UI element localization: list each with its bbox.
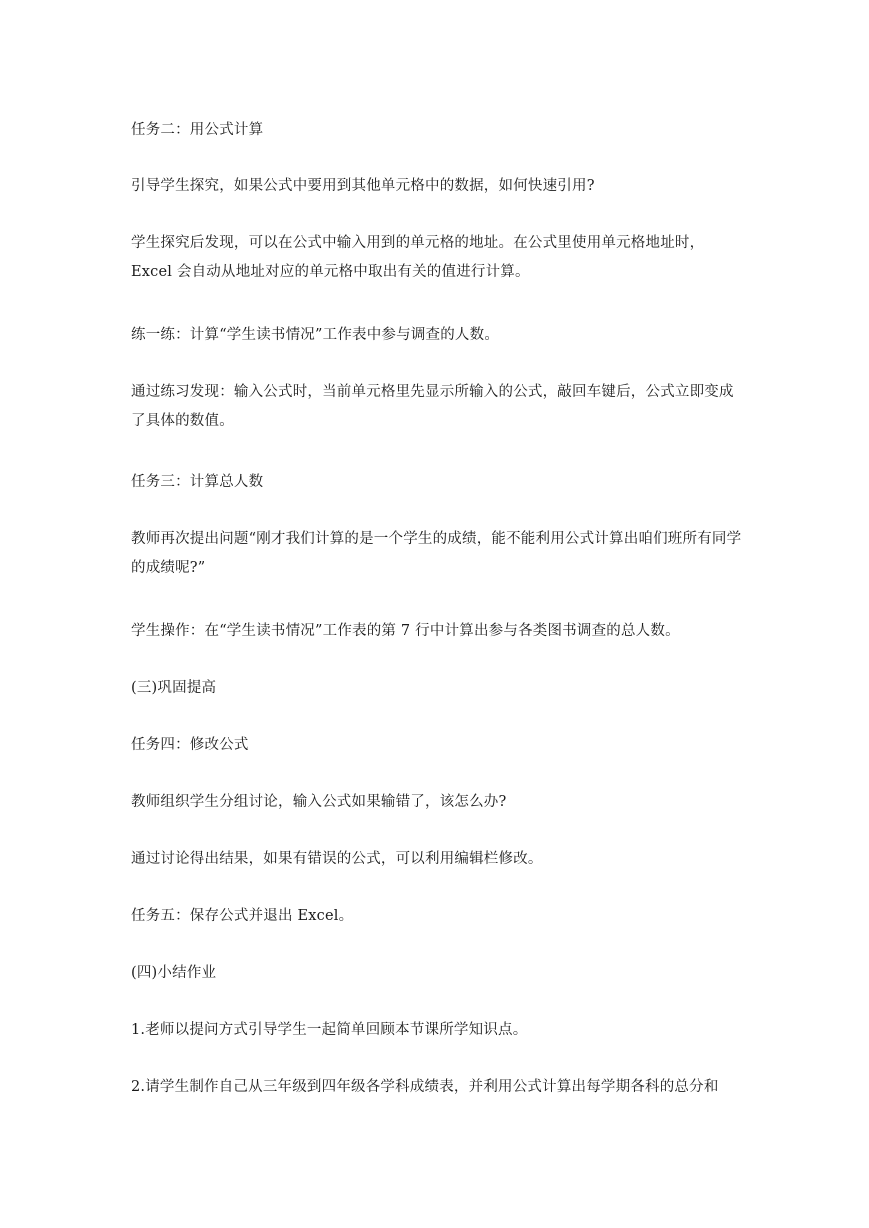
heading-task-5: 任务五：保存公式并退出 Excel。: [131, 908, 354, 924]
paragraph-group-discussion: 教师组织学生分组讨论，输入公式如果输错了，该怎么办?: [131, 794, 507, 810]
paragraph-guide-question: 引导学生探究，如果公式中要用到其他单元格中的数据，如何快速引用?: [131, 178, 595, 194]
paragraph-student-operation: 学生操作：在“学生读书情况”工作表的第 7 行中计算出参与各类图书调查的总人数。: [131, 623, 680, 639]
list-item-1: 1.老师以提问方式引导学生一起简单回顾本节课所学知识点。: [131, 1022, 528, 1038]
paragraph-practice: 练一练：计算“学生读书情况”工作表中参与调查的人数。: [131, 327, 500, 343]
heading-task-3: 任务三：计算总人数: [131, 474, 264, 490]
heading-task-4: 任务四：修改公式: [131, 737, 249, 753]
paragraph-student-discovery: 学生探究后发现，可以在公式中输入用到的单元格的地址。在公式里使用单元格地址时，Excel 会自动从地址对应的单元格中取出有关的值进行计算。: [131, 235, 705, 280]
paragraph-practice-finding: 通过练习发现：输入公式时，当前单元格里先显示所输入的公式，敲回车键后，公式立即变成了具体的数值。: [131, 384, 734, 429]
list-item-2: 2.请学生制作自己从三年级到四年级各学科成绩表，并利用公式计算出每学期各科的总分和: [131, 1079, 719, 1095]
heading-task-2: 任务二：用公式计算: [131, 122, 264, 138]
heading-section-4: (四)小结作业: [131, 965, 217, 981]
paragraph-teacher-question: 教师再次提出问题“刚才我们计算的是一个学生的成绩，能不能利用公式计算出咱们班所有同学的成绩呢?”: [131, 531, 742, 576]
paragraph-discussion-result: 通过讨论得出结果，如果有错误的公式，可以利用编辑栏修改。: [131, 851, 543, 867]
heading-section-3: (三)巩固提高: [131, 680, 217, 696]
